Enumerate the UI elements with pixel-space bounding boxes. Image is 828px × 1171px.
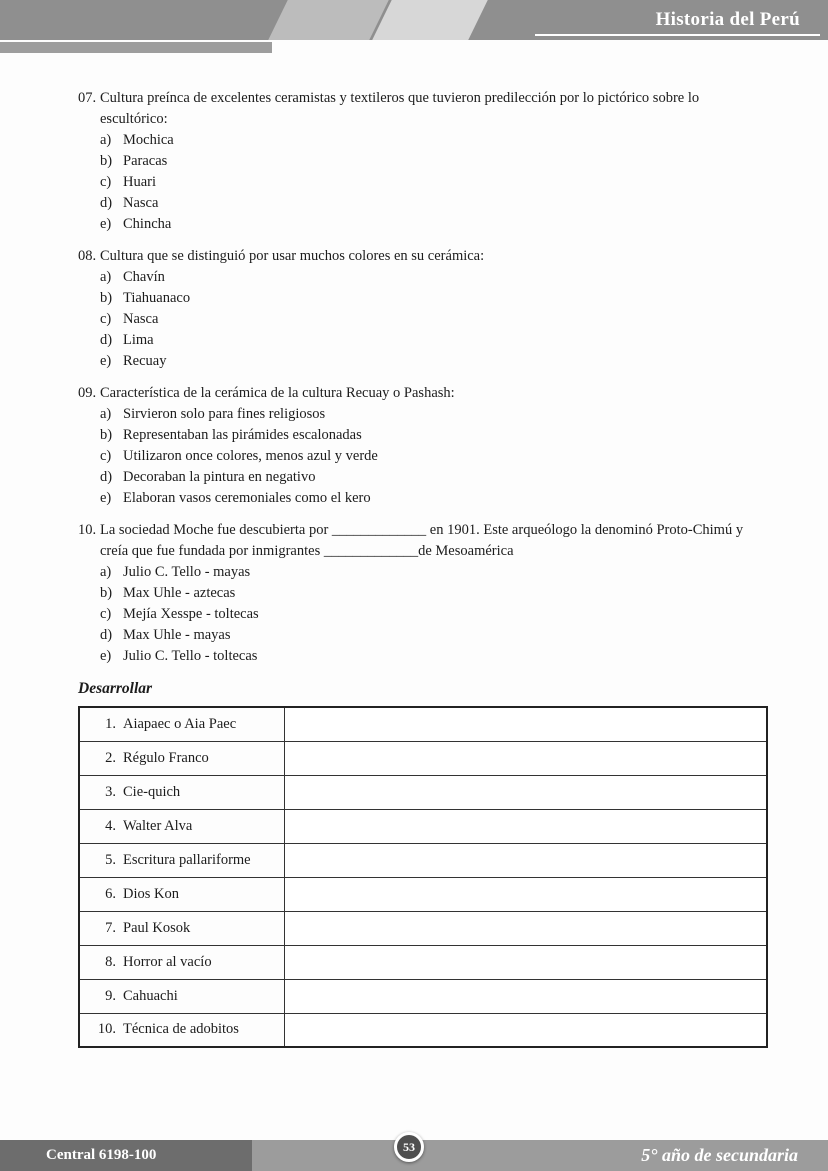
option-text: Lima — [123, 332, 154, 348]
option-text: Tiahuanaco — [123, 290, 191, 306]
option-text: Huari — [123, 174, 157, 190]
table-row — [79, 809, 767, 843]
option-a — [100, 267, 768, 288]
question-text: La sociedad Moche fue descubierta por _____________ en 1901. Este arqueólogo la denominó Proto-Chimú y creía que fue fundada por inmigrantes _____________de Mesoamérica — [100, 522, 744, 559]
term-number: 4. — [105, 817, 116, 834]
option-text: Mochica — [123, 132, 174, 148]
table-row — [79, 707, 767, 741]
question-stem — [78, 520, 768, 562]
option-b — [100, 151, 768, 172]
term-cell — [79, 809, 284, 843]
option-a — [100, 562, 768, 583]
term-cell — [79, 877, 284, 911]
option-c — [100, 309, 768, 330]
answer-cell — [284, 843, 767, 877]
question-number: 07. — [78, 90, 97, 106]
answer-cell — [284, 911, 767, 945]
option-letter: b) — [100, 427, 113, 443]
option-a — [100, 130, 768, 151]
option-text: Sirvieron solo para fines religiosos — [123, 406, 326, 422]
option-letter: d) — [100, 469, 113, 485]
term-text: Walter Alva — [123, 817, 193, 834]
option-letter: d) — [100, 627, 113, 643]
term-cell — [79, 1013, 284, 1047]
table-row — [79, 843, 767, 877]
term-number: 7. — [105, 919, 116, 936]
term-cell — [79, 979, 284, 1013]
option-text: Elaboran vasos ceremoniales como el kero — [123, 490, 371, 506]
question-number: 09. — [78, 385, 97, 401]
option-letter: e) — [100, 216, 112, 232]
question-stem — [78, 88, 768, 130]
term-text: Paul Kosok — [123, 919, 191, 936]
option-letter: c) — [100, 448, 112, 464]
answer-cell — [284, 945, 767, 979]
option-c — [100, 604, 768, 625]
header-chevron-decoration-light — [369, 0, 490, 40]
option-letter: e) — [100, 490, 112, 506]
answer-cell — [284, 741, 767, 775]
table-row — [79, 911, 767, 945]
term-number: 6. — [105, 885, 116, 902]
footer-grade-label: 5° año de secundaria — [641, 1145, 798, 1165]
option-c — [100, 172, 768, 193]
option-text: Nasca — [123, 311, 159, 327]
table-row — [79, 979, 767, 1013]
term-number: 3. — [105, 783, 116, 800]
option-letter: a) — [100, 269, 112, 285]
table-row — [79, 1013, 767, 1047]
option-text: Max Uhle - mayas — [123, 627, 231, 643]
footer-bar — [0, 1140, 828, 1171]
term-cell — [79, 945, 284, 979]
answer-cell — [284, 1013, 767, 1047]
term-text: Régulo Franco — [123, 749, 209, 766]
question-stem — [78, 246, 768, 267]
header-title-underline — [535, 34, 820, 36]
term-number: 10. — [97, 1021, 116, 1038]
table-row — [79, 775, 767, 809]
option-letter: a) — [100, 564, 112, 580]
option-letter: e) — [100, 353, 112, 369]
page-number: 53 — [403, 1139, 415, 1154]
question-08 — [78, 246, 768, 372]
answer-cell — [284, 809, 767, 843]
option-letter: c) — [100, 311, 112, 327]
term-cell — [79, 843, 284, 877]
table-row — [79, 741, 767, 775]
header-sub-bar — [0, 42, 272, 53]
option-text: Julio C. Tello - toltecas — [123, 648, 258, 664]
question-10 — [78, 520, 768, 667]
option-d — [100, 467, 768, 488]
answer-cell — [284, 707, 767, 741]
option-letter: b) — [100, 153, 113, 169]
term-number: 1. — [105, 715, 116, 732]
term-text: Dios Kon — [123, 885, 179, 902]
option-letter: a) — [100, 406, 112, 422]
term-text: Horror al vacío — [123, 953, 212, 970]
term-cell — [79, 911, 284, 945]
option-e — [100, 351, 768, 372]
option-letter: c) — [100, 174, 112, 190]
term-text: Técnica de adobitos — [123, 1021, 239, 1038]
option-letter: b) — [100, 585, 113, 601]
question-text: Característica de la cerámica de la cultura Recuay o Pashash: — [100, 385, 455, 401]
term-number: 9. — [105, 987, 116, 1004]
table-row — [79, 945, 767, 979]
option-b — [100, 288, 768, 309]
option-text: Chincha — [123, 216, 172, 232]
question-stem — [78, 383, 768, 404]
option-text: Mejía Xesspe - toltecas — [123, 606, 259, 622]
question-07 — [78, 88, 768, 235]
page-title: Historia del Perú — [655, 9, 800, 30]
option-text: Max Uhle - aztecas — [123, 585, 236, 601]
term-cell — [79, 741, 284, 775]
option-text: Chavín — [123, 269, 165, 285]
table-row — [79, 877, 767, 911]
option-letter: e) — [100, 648, 112, 664]
option-e — [100, 214, 768, 235]
option-letter: c) — [100, 606, 112, 622]
desarrollar-heading: Desarrollar — [78, 680, 153, 697]
term-cell — [79, 775, 284, 809]
answer-cell — [284, 775, 767, 809]
option-text: Julio C. Tello - mayas — [123, 564, 251, 580]
question-section — [78, 88, 768, 1048]
term-cell — [79, 707, 284, 741]
option-text: Utilizaron once colores, menos azul y verde — [123, 448, 378, 464]
question-text: Cultura preínca de excelentes ceramistas y textileros que tuvieron predilección por lo pictórico sobre lo escultórico: — [100, 90, 700, 127]
option-e — [100, 488, 768, 509]
option-d — [100, 330, 768, 351]
header-bar — [0, 0, 828, 40]
page-number-badge — [394, 1132, 424, 1162]
option-letter: d) — [100, 195, 113, 211]
desarrollar-table — [78, 706, 768, 1048]
question-number: 08. — [78, 248, 97, 264]
question-09 — [78, 383, 768, 509]
option-b — [100, 583, 768, 604]
option-text: Representaban las pirámides escalonadas — [123, 427, 362, 443]
answer-cell — [284, 979, 767, 1013]
option-text: Paracas — [123, 153, 168, 169]
option-text: Decoraban la pintura en negativo — [123, 469, 316, 485]
term-text: Aiapaec o Aia Paec — [123, 715, 237, 732]
term-text: Escritura pallariforme — [123, 851, 251, 868]
term-number: 2. — [105, 749, 116, 766]
term-text: Cie-quich — [123, 783, 181, 800]
option-letter: a) — [100, 132, 112, 148]
term-number: 8. — [105, 953, 116, 970]
question-number: 10. — [78, 522, 97, 538]
option-c — [100, 446, 768, 467]
option-b — [100, 425, 768, 446]
term-text: Cahuachi — [123, 987, 178, 1004]
option-letter: d) — [100, 332, 113, 348]
option-text: Recuay — [123, 353, 167, 369]
option-a — [100, 404, 768, 425]
option-text: Nasca — [123, 195, 159, 211]
term-number: 5. — [105, 851, 116, 868]
option-letter: b) — [100, 290, 113, 306]
answer-cell — [284, 877, 767, 911]
question-text: Cultura que se distinguió por usar muchos colores en su cerámica: — [100, 248, 485, 264]
option-e — [100, 646, 768, 667]
option-d — [100, 625, 768, 646]
footer-phone: Central 6198-100 — [0, 1140, 252, 1171]
option-d — [100, 193, 768, 214]
